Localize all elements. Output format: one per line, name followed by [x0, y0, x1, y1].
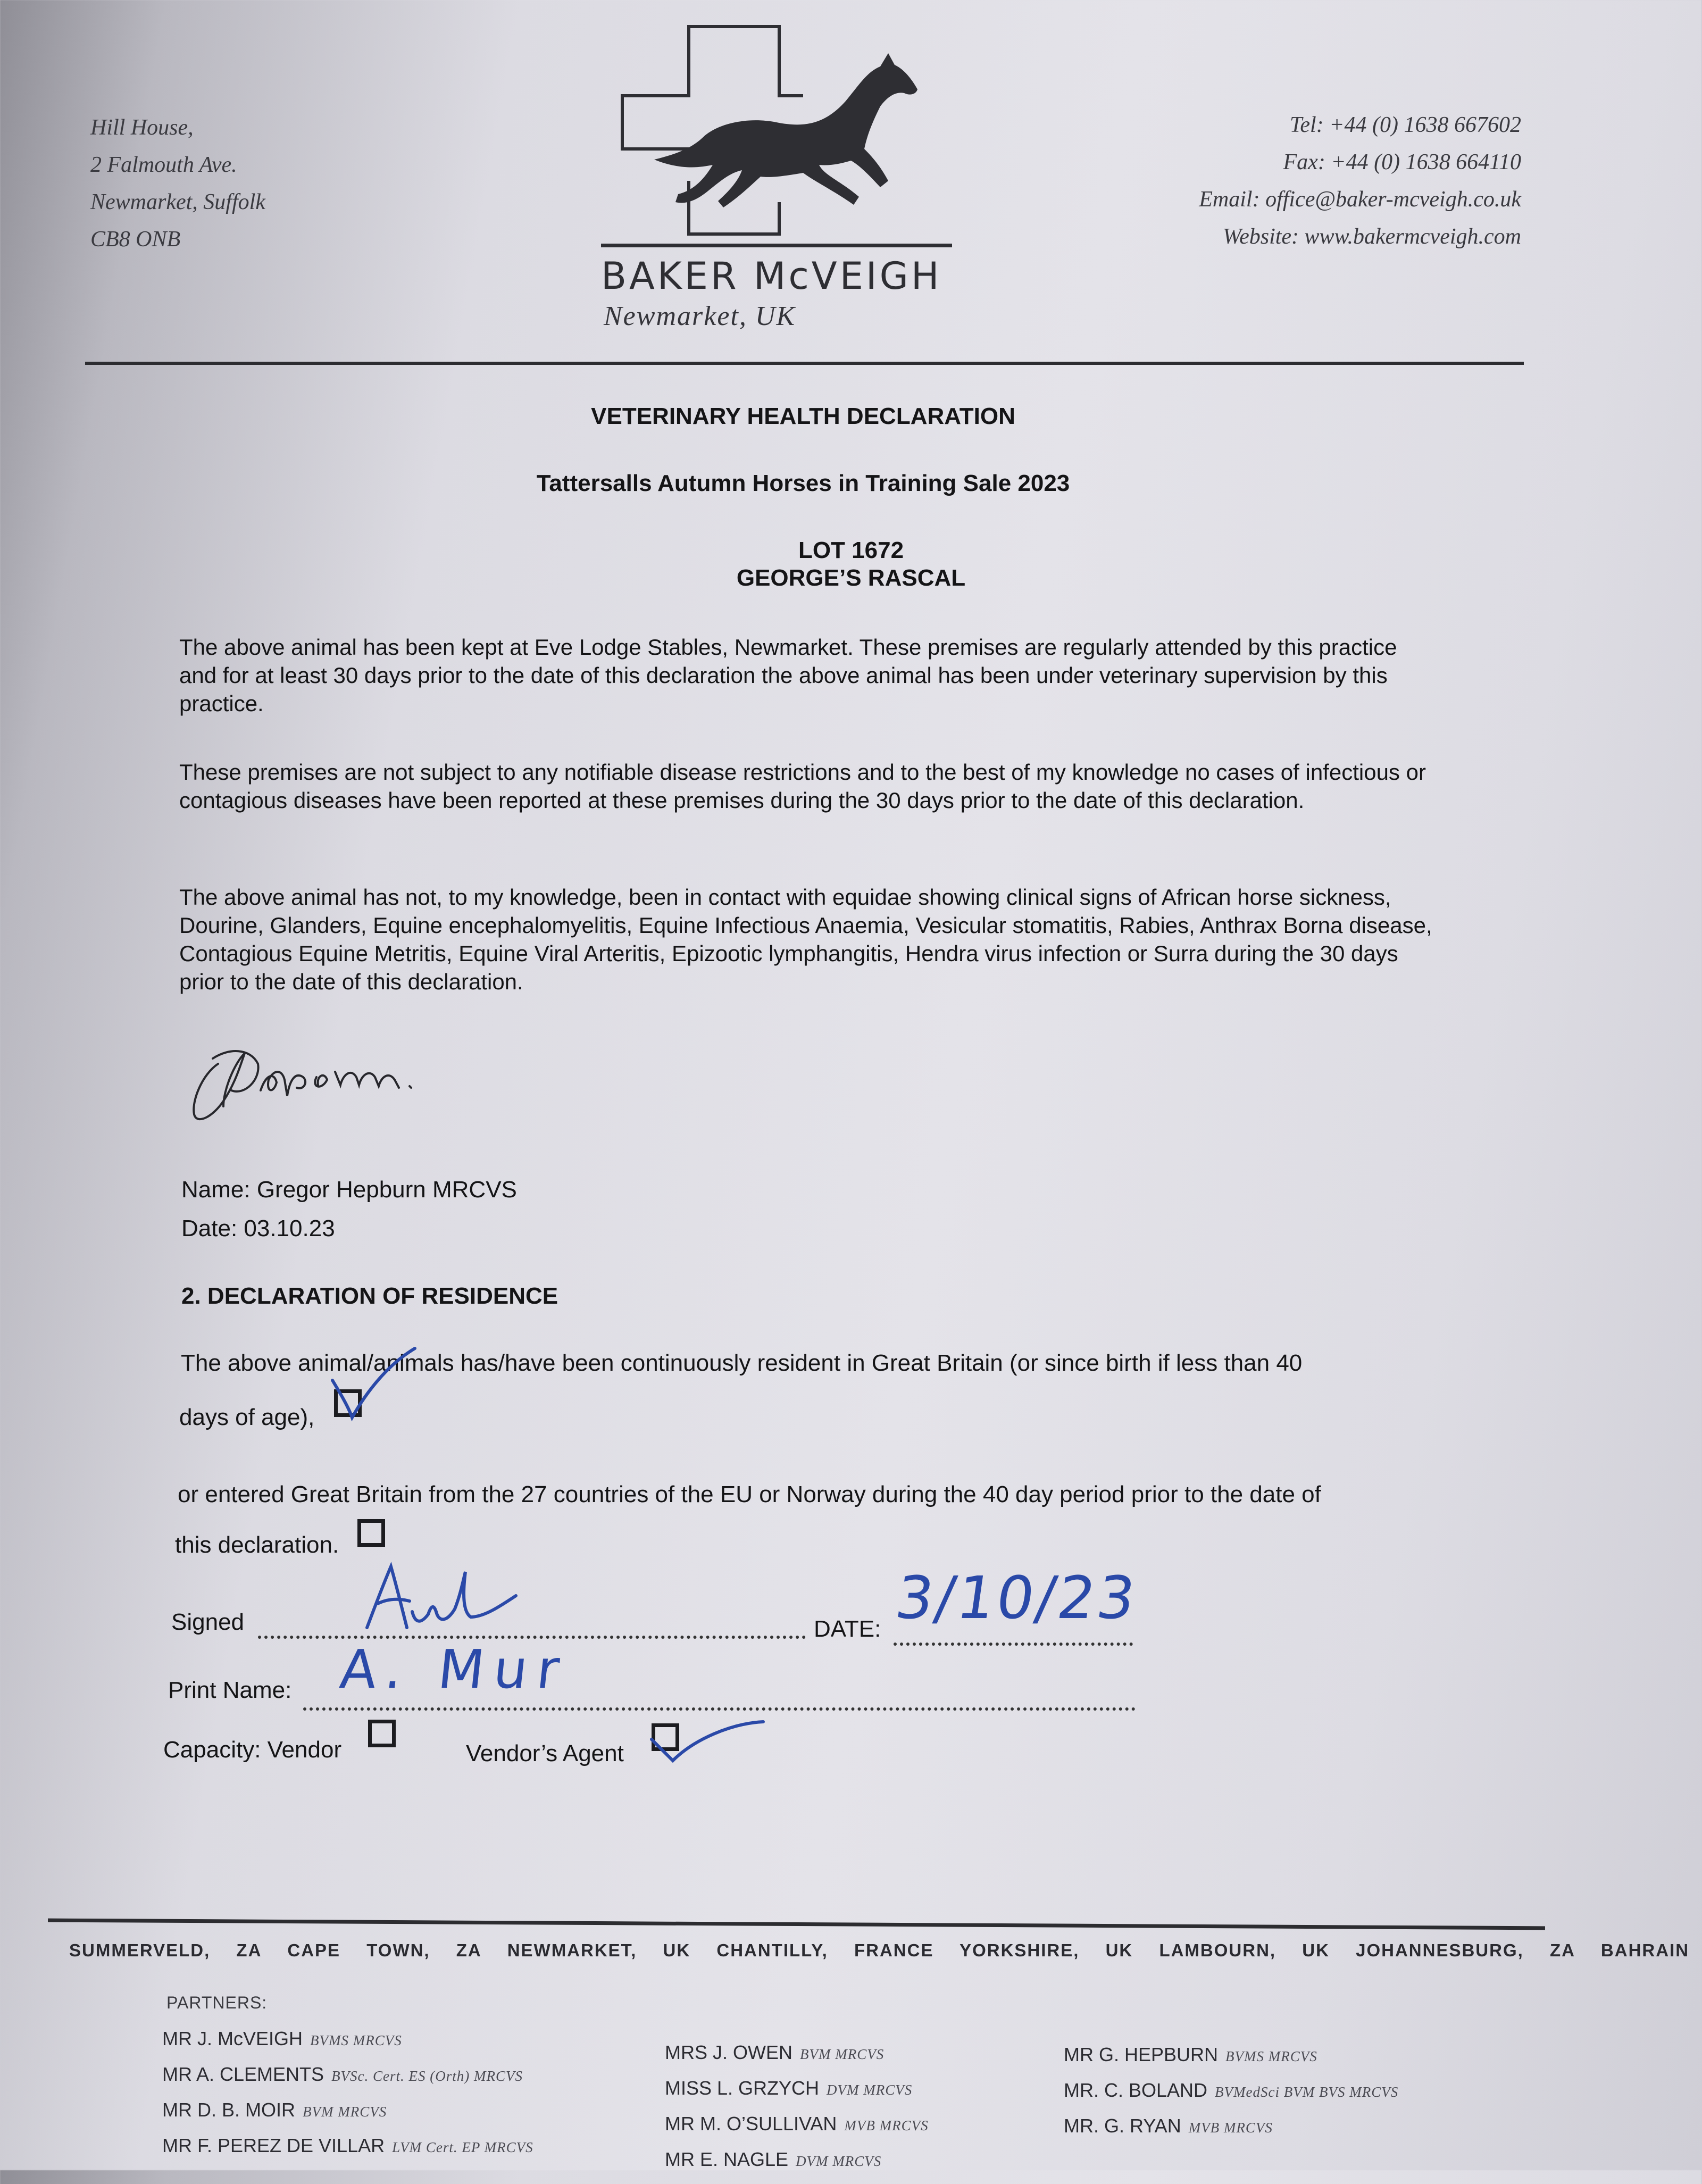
date-line[interactable] [894, 1643, 1133, 1646]
partner-entry [1064, 2044, 1398, 2079]
partner-name: MR G. HEPBURN [1064, 2044, 1219, 2065]
entered-eu-statement-end: this declaration. [175, 1532, 339, 1558]
footer-divider [48, 1919, 1545, 1930]
capacity-vendor-label: Capacity: Vendor [163, 1737, 342, 1763]
partner-quals: BVM MRCVS [800, 2046, 885, 2062]
lot-number: LOT 1672 [798, 537, 904, 563]
location: CAPE TOWN, ZA [287, 1940, 481, 1960]
partner-name: MR E. NAGLE [665, 2148, 789, 2170]
signed-label: Signed [171, 1609, 245, 1635]
partners-column [665, 2041, 929, 2184]
partners-title: PARTNERS: [166, 1993, 268, 2012]
partner-name: MR M. O’SULLIVAN [665, 2113, 837, 2135]
partner-entry [1064, 2115, 1398, 2150]
address-line: CB8 ONB [90, 227, 181, 252]
partner-quals: DVM MRCVS [796, 2153, 882, 2169]
partner-name: MR D. B. MOIR [162, 2099, 295, 2121]
partner-quals: BVMS MRCVS [1225, 2048, 1317, 2064]
partner-quals: LVM Cert. EP MRCVS [392, 2139, 533, 2155]
residence-statement-end: days of age), [179, 1404, 315, 1430]
partner-quals: BVSc. Cert. ES (Orth) MRCVS [331, 2068, 523, 2084]
partner-entry [162, 2099, 533, 2135]
header-divider [85, 362, 1524, 365]
partner-entry [665, 2077, 929, 2113]
location: YORKSHIRE, UK [960, 1940, 1133, 1960]
partner-entry [162, 2063, 533, 2099]
declaration-paragraph: These premises are not subject to any notifiable disease restrictions and to the best of my knowledge no cases of infectious or contagious diseases have been reported at these premises during the 30 days prior to the date of this declaration. [179, 760, 1426, 813]
residence-statement: The above animal/animals has/have been continuously resident in Great Britain (or since birth if less than 40 [181, 1350, 1303, 1376]
declaration-paragraph: The above animal has been kept at Eve Lodge Stables, Newmarket. These premises are regularly attended by this practice and for at least 30 days prior to the date of this declaration the above animal has been under veterinary supervision by this practice. [179, 635, 1397, 716]
vet-name: Name: Gregor Hepburn MRCVS [181, 1177, 517, 1203]
date-label: DATE: [814, 1616, 881, 1642]
partner-quals: BVM MRCVS [303, 2104, 387, 2120]
location: SUMMERVELD, ZA [69, 1940, 262, 1960]
website-line: Website: www.bakermcveigh.com [1222, 224, 1521, 249]
partner-name: MR A. CLEMENTS [162, 2063, 324, 2085]
phone-line: Tel: +44 (0) 1638 667602 [1289, 113, 1521, 137]
partner-name: MR F. PEREZ DE VILLAR [162, 2135, 385, 2156]
document-title: VETERINARY HEALTH DECLARATION [591, 403, 1015, 429]
partner-entry [162, 2028, 533, 2063]
brand-name: BAKER McVEIGH [601, 254, 942, 298]
vendors-agent-tick [646, 1710, 774, 1769]
partner-entry [162, 2135, 533, 2170]
address-line: Hill House, [90, 115, 194, 140]
location: BAHRAIN [1600, 1940, 1690, 1960]
buyer-signature [356, 1553, 548, 1638]
partner-entry [665, 2041, 929, 2077]
sale-name: Tattersalls Autumn Horses in Training Sale 2023 [536, 470, 1070, 496]
horse-name: GEORGE’S RASCAL [736, 565, 966, 591]
partner-quals: MVB MRCVS [1188, 2120, 1273, 2136]
residence-heading: 2. DECLARATION OF RESIDENCE [181, 1283, 558, 1309]
location: NEWMARKET, UK [507, 1940, 691, 1960]
partner-quals: BVMS MRCVS [310, 2032, 402, 2048]
entered-eu-statement: or entered Great Britain from the 27 countries of the EU or Norway during the 40 day period prior to the date of [178, 1481, 1321, 1507]
partner-quals: DVM MRCVS [827, 2082, 913, 2098]
handwritten-date: 3/10/23 [891, 1564, 1142, 1632]
partner-quals: MVB MRCVS [844, 2118, 929, 2133]
partner-name: MR J. McVEIGH [162, 2028, 303, 2049]
location: LAMBOURN, UK [1159, 1940, 1330, 1960]
declaration-paragraph: The above animal has not, to my knowledge, been in contact with equidae showing clinical signs of African horse sickness, Dourine, Glanders, Equine encephalomyelitis, Equine Infectious Anaemia, Vesicular stomatitis, Rabies, Anthrax Borna disease, Contagious Equine Metritis, Equine Viral Arteritis, Epizootic lymphangitis, Hendra virus infection or Surra during the 30 days prior to the date of this declaration. [179, 885, 1432, 994]
partner-quals: BVMedSci BVM BVS MRCVS [1215, 2084, 1399, 2100]
email-line: Email: office@baker-mcveigh.co.uk [1199, 187, 1521, 212]
practice-address [90, 109, 265, 258]
partner-name: MRS J. OWEN [665, 2041, 792, 2063]
handwritten-print-name: A. Mur [337, 1638, 572, 1700]
horse-and-cross-logo [590, 21, 963, 255]
address-line: Newmarket, Suffolk [90, 190, 265, 214]
partner-entry [1064, 2079, 1398, 2115]
fax-line: Fax: +44 (0) 1638 664110 [1283, 150, 1521, 174]
contact-details [1199, 106, 1521, 255]
partners-column [162, 2028, 533, 2170]
partner-entry [665, 2148, 929, 2184]
partners-column [1064, 2044, 1398, 2150]
entered-eu-checkbox[interactable] [357, 1519, 385, 1547]
address-line: 2 Falmouth Ave. [90, 153, 237, 177]
brand-location: Newmarket, UK [604, 301, 796, 331]
partner-name: MISS L. GRZYCH [665, 2077, 820, 2099]
partner-name: MR. C. BOLAND [1064, 2079, 1208, 2101]
vendors-agent-label: Vendor’s Agent [466, 1740, 624, 1766]
location: CHANTILLY, FRANCE [716, 1940, 934, 1960]
print-name-label: Print Name: [168, 1677, 292, 1703]
office-locations [69, 1940, 1690, 1961]
vendor-checkbox[interactable] [368, 1720, 396, 1747]
resident-gb-tick [319, 1343, 426, 1433]
partner-entry [665, 2113, 929, 2148]
vet-signature [181, 1027, 457, 1133]
location: JOHANNESBURG, ZA [1356, 1940, 1575, 1960]
partner-name: MR. G. RYAN [1064, 2115, 1181, 2137]
vet-date: Date: 03.10.23 [181, 1215, 335, 1241]
